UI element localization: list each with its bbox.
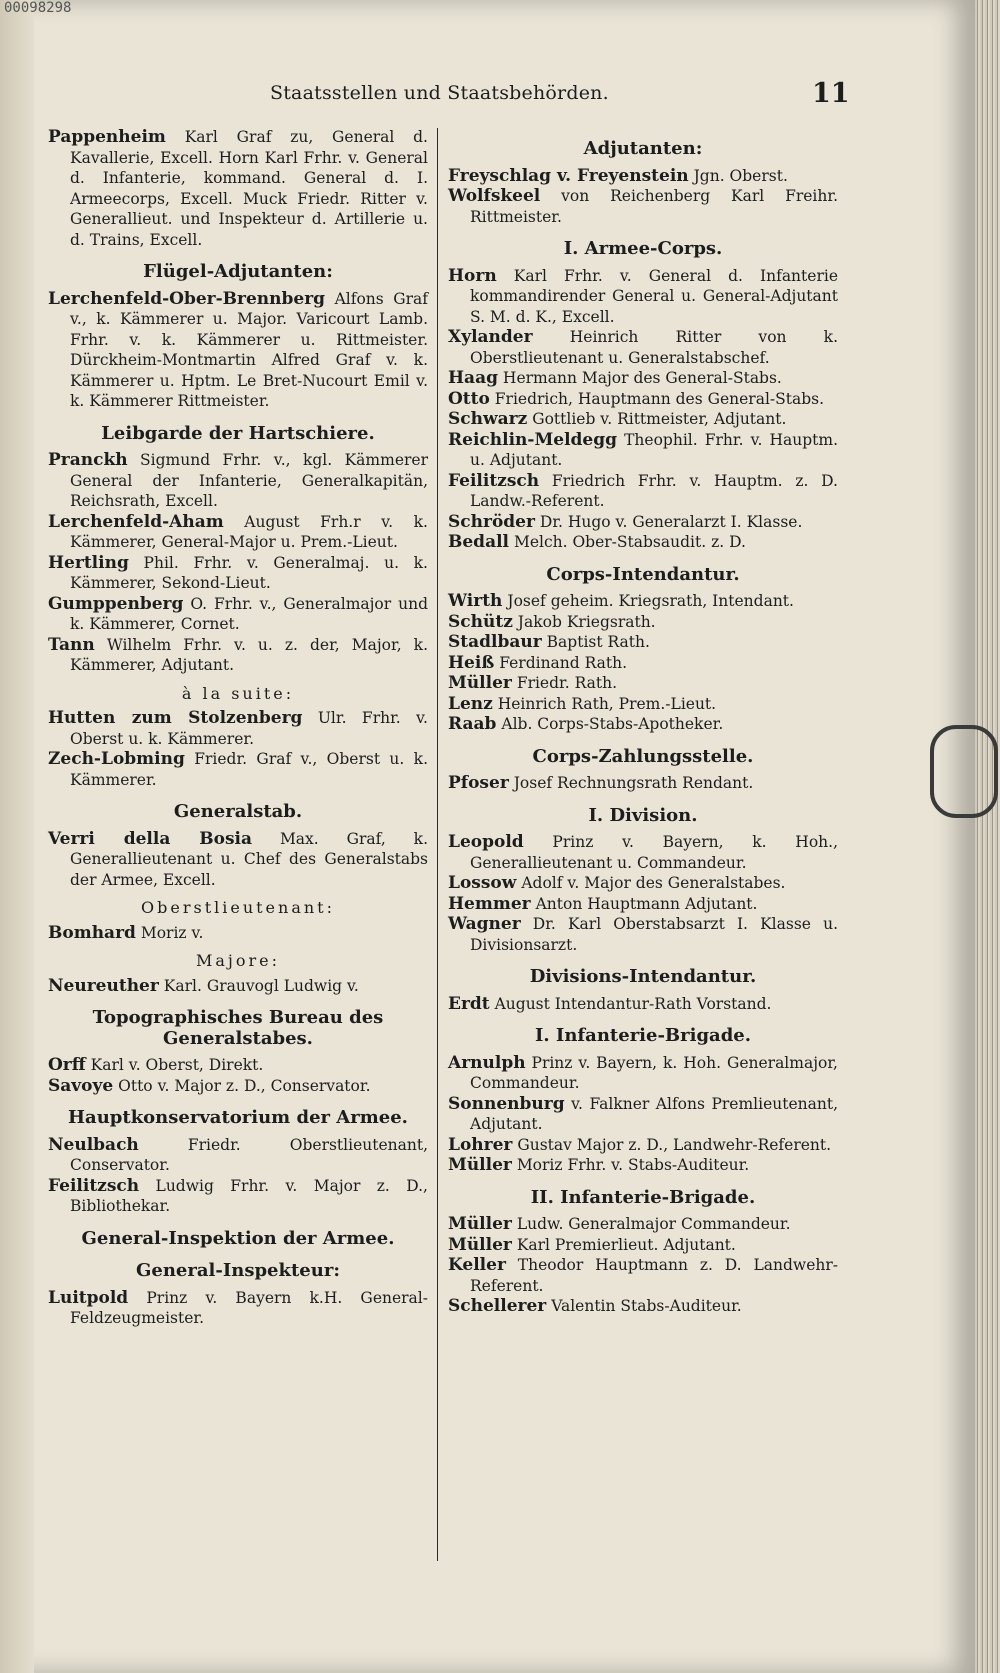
- directory-entry: [48, 450, 428, 512]
- entry-name: Pranckh: [48, 450, 128, 470]
- entry-name: Bomhard: [48, 922, 136, 943]
- entry-text: Heinrich Rath, Prem.-Lieut.: [497, 694, 717, 713]
- entry-name: Hutten zum Stolzenberg: [48, 708, 303, 728]
- entry-text: Moriz v.: [140, 923, 204, 942]
- section-heading: Topographisches Bureau des Generalstabes.: [92, 1007, 384, 1049]
- directory-entry: [448, 512, 838, 533]
- section-heading: Adjutanten:: [583, 138, 703, 159]
- section-heading: Corps-Intendantur.: [546, 563, 740, 585]
- entry-text: Karl Graf zu, General d. Kavallerie, Excell. Horn Karl Frhr. v. General d. Infanterie, kommand. General d. I. Armeecorps, Excell. Muck Friedr. Ritter v. Generallieut. und Inspekteur d. Artillerie u. d. Trains, Excell.: [70, 128, 428, 249]
- entry-text: Ulr. Frhr. v. Oberst u. k. Kämmerer.: [70, 709, 428, 748]
- entry-text: Sigmund Frhr. v., kgl. Kämmerer General der Infanterie, Generalkapitän, Reichsrath, Excell.: [70, 451, 428, 510]
- entry-name: Neulbach: [48, 1134, 139, 1155]
- entry-name: Xylander: [448, 327, 533, 347]
- adjacent-page-edge: [0, 0, 34, 1673]
- entry-name: Freyschlag v. Freyenstein: [448, 165, 689, 186]
- directory-entry: [48, 553, 428, 594]
- directory-entry: [448, 1155, 838, 1176]
- directory-entry: [448, 1053, 838, 1094]
- directory-entry: [448, 186, 838, 227]
- entry-text: Adolf v. Major des Generalstabes.: [521, 874, 786, 892]
- entry-name: Schröder: [448, 511, 535, 532]
- entry-text: Valentin Stabs-Auditeur.: [551, 1297, 742, 1315]
- entry-text: Ferdinand Rath.: [499, 653, 628, 672]
- entry-text: Josef Rechnungsrath Rendant.: [513, 774, 754, 792]
- entry-text: Ludw. Generalmajor Commandeur.: [516, 1215, 791, 1233]
- entry-text: Gustav Major z. D., Landwehr-Referent.: [517, 1135, 832, 1154]
- page-stack-edge: [975, 0, 1000, 1673]
- directory-entry: [448, 430, 838, 471]
- directory-entry: [48, 594, 428, 635]
- directory-entry: [48, 127, 428, 250]
- entry-text: Wilhelm Frhr. v. u. z. der, Major, k. Kämmerer, Adjutant.: [70, 635, 428, 674]
- entry-text: Otto v. Major z. D., Conservator.: [118, 1076, 371, 1095]
- entry-name: Müller: [448, 1214, 512, 1234]
- running-title: Staatsstellen und Staatsbehörden.: [270, 82, 609, 104]
- entry-name: Feilitzsch: [448, 470, 540, 491]
- binder-clip: [930, 725, 998, 818]
- entry-text: August Frh.r v. k. Kämmerer, General-Major u. Prem.-Lieut.: [70, 512, 428, 551]
- entry-text: Friedr. Oberstlieutenant, Conservator.: [70, 1135, 428, 1174]
- directory-entry: [448, 832, 838, 873]
- directory-entry: [48, 749, 428, 790]
- entry-name: Lohrer: [448, 1134, 513, 1155]
- directory-entry: [448, 1214, 838, 1235]
- entry-name: Pappenheim: [48, 127, 166, 147]
- entry-text: v. Falkner Alfons Premlieutenant, Adjutant.: [470, 1094, 838, 1133]
- entry-name: Gumppenberg: [48, 593, 184, 614]
- directory-entry: [48, 976, 428, 997]
- entry-text: Friedr. Graf v., Oberst u. k. Kämmerer.: [70, 750, 428, 789]
- section-heading: Hauptkonservatorium der Armee.: [68, 1107, 408, 1128]
- archive-stamp: 00098298: [4, 0, 72, 16]
- entry-text: Phil. Frhr. v. Generalmaj. u. k. Kämmerer, Sekond-Lieut.: [70, 553, 428, 592]
- entry-name: Sonnenburg: [448, 1093, 565, 1114]
- entry-text: Theophil. Frhr. v. Hauptm. u. Adjutant.: [470, 430, 838, 469]
- entry-name: Luitpold: [48, 1287, 129, 1308]
- section-heading: General-Inspektion der Armee.: [81, 1227, 395, 1249]
- directory-entry: [48, 289, 428, 412]
- directory-entry: [448, 994, 838, 1015]
- directory-entry: [448, 389, 838, 410]
- entry-text: Jgn. Oberst.: [693, 166, 788, 185]
- directory-entry: [448, 1296, 838, 1317]
- directory-entry: [48, 708, 428, 749]
- directory-entry: [48, 923, 428, 944]
- entry-text: Prinz v. Bayern, k. Hoh., Generallieutenant u. Commandeur.: [470, 833, 838, 872]
- section-heading: I. Infanterie-Brigade.: [534, 1025, 752, 1046]
- directory-entry: [448, 914, 838, 955]
- entry-name: Müller: [448, 1155, 512, 1175]
- directory-entry: [448, 612, 838, 633]
- directory-entry: [448, 673, 838, 694]
- entry-name: Erdt: [448, 993, 490, 1014]
- left-column: [48, 127, 428, 1329]
- entry-name: Lossow: [448, 873, 517, 893]
- directory-entry: [448, 532, 838, 553]
- entry-name: Schwarz: [448, 409, 528, 429]
- entry-name: Reichlin-Meldegg: [448, 429, 618, 450]
- entry-name: Arnulph: [448, 1052, 526, 1073]
- directory-entry: [48, 635, 428, 676]
- column-divider: [437, 128, 438, 1561]
- directory-entry: [48, 1055, 428, 1076]
- directory-entry: [48, 1135, 428, 1176]
- section-heading: Generalstab.: [173, 801, 303, 822]
- entry-text: Prinz v. Bayern, k. Hoh. Generalmajor, Commandeur.: [470, 1053, 838, 1092]
- entry-name: Haag: [448, 368, 498, 388]
- directory-entry: [448, 694, 838, 715]
- entry-text: Anton Hauptmann Adjutant.: [535, 894, 758, 913]
- entry-text: Gottlieb v. Rittmeister, Adjutant.: [532, 410, 787, 428]
- directory-entry: [48, 1176, 428, 1217]
- entry-name: Keller: [448, 1255, 506, 1275]
- entry-text: Friedr. Rath.: [516, 674, 617, 692]
- section-heading: II. Infanterie-Brigade.: [530, 1186, 756, 1208]
- directory-entry: [48, 1076, 428, 1097]
- entry-text: Theodor Hauptmann z. D. Landwehr-Referent.: [470, 1256, 838, 1295]
- subsection-heading: à la suite:: [181, 683, 295, 703]
- entry-text: Prinz v. Bayern k.H. General-Feldzeugmeister.: [70, 1288, 428, 1327]
- entry-name: Müller: [448, 673, 512, 693]
- page-number: 11: [812, 78, 850, 109]
- entry-name: Lerchenfeld-Aham: [48, 511, 224, 532]
- directory-entry: [448, 327, 838, 368]
- entry-name: Wagner: [448, 914, 521, 934]
- entry-text: Friedrich, Hauptmann des General-Stabs.: [494, 389, 825, 408]
- entry-name: Schellerer: [448, 1296, 547, 1316]
- entry-text: Moriz Frhr. v. Stabs-Auditeur.: [516, 1156, 750, 1174]
- directory-entry: [448, 409, 838, 430]
- entry-text: Karl v. Oberst, Direkt.: [90, 1056, 264, 1074]
- entry-text: Baptist Rath.: [546, 633, 650, 651]
- entry-name: Leopold: [448, 832, 524, 852]
- entry-text: Friedrich Frhr. v. Hauptm. z. D. Landw.-Referent.: [470, 471, 838, 510]
- directory-entry: [448, 266, 838, 328]
- entry-name: Müller: [448, 1234, 512, 1255]
- section-heading: I. Division.: [588, 804, 698, 826]
- directory-entry: [448, 894, 838, 915]
- entry-name: Heiß: [448, 652, 495, 673]
- section-heading: Leibgarde der Hartschiere.: [101, 422, 375, 444]
- entry-text: Alb. Corps-Stabs-Apotheker.: [501, 715, 724, 733]
- entry-text: Karl Frhr. v. General d. Infanterie kommandirender General u. General-Adjutant S. M. d. K., Excell.: [470, 266, 838, 326]
- subsection-heading: Oberstlieutenant:: [141, 898, 335, 917]
- entry-name: Wolfskeel: [448, 186, 541, 206]
- entry-text: Max. Graf, k. Generallieutenant u. Chef des Generalstabs der Armee, Excell.: [70, 829, 428, 889]
- section-heading: General-Inspekteur:: [136, 1260, 340, 1281]
- entry-text: Dr. Hugo v. Generalarzt I. Klasse.: [539, 512, 803, 531]
- directory-entry: [448, 1255, 838, 1296]
- directory-entry: [448, 166, 838, 187]
- entry-name: Otto: [448, 388, 490, 409]
- directory-entry: [448, 873, 838, 894]
- entry-text: Jakob Kriegsrath.: [517, 612, 656, 631]
- entry-text: Heinrich Ritter von k. Oberstlieutenant u. Generalstabschef.: [470, 328, 838, 367]
- entry-name: Wirth: [448, 591, 503, 611]
- directory-entry: [448, 632, 838, 653]
- entry-text: Hermann Major des General-Stabs.: [502, 369, 782, 387]
- entry-text: August Intendantur-Rath Vorstand.: [494, 994, 772, 1013]
- entry-name: Orff: [48, 1055, 86, 1075]
- entry-text: Karl Premierlieut. Adjutant.: [516, 1235, 736, 1254]
- entry-name: Lenz: [448, 693, 493, 714]
- entry-name: Hertling: [48, 552, 129, 573]
- entry-name: Tann: [48, 634, 95, 655]
- entry-text: Dr. Karl Oberstabsarzt I. Klasse u. Divisionsarzt.: [470, 915, 838, 954]
- directory-entry: [448, 1135, 838, 1156]
- entry-name: Feilitzsch: [48, 1175, 140, 1196]
- entry-name: Bedall: [448, 532, 510, 552]
- subsection-heading: Majore:: [195, 951, 281, 970]
- entry-name: Verri della Bosia: [48, 828, 253, 849]
- directory-entry: [448, 1235, 838, 1256]
- entry-name: Savoye: [48, 1075, 114, 1096]
- directory-entry: [48, 1288, 428, 1329]
- entry-text: Karl. Grauvogl Ludwig v.: [163, 976, 359, 995]
- entry-text: Melch. Ober-Stabsaudit. z. D.: [513, 533, 746, 551]
- entry-text: Alfons Graf v., k. Kämmerer u. Major. Varicourt Lamb. Frhr. v. k. Kämmerer u. Rittmeister. Dürckheim-Montmartin Alfred Graf v. k. Kämmerer u. Hptm. Le Bret-Nucourt Emil v. k. Kämmerer Rittmeister.: [70, 289, 428, 410]
- entry-name: Neureuther: [48, 975, 159, 996]
- directory-entry: [48, 829, 428, 891]
- directory-entry: [448, 591, 838, 612]
- entry-text: O. Frhr. v., Generalmajor und k. Kämmerer, Cornet.: [70, 594, 428, 633]
- entry-name: Stadlbaur: [448, 632, 542, 652]
- directory-entry: [448, 471, 838, 512]
- entry-name: Schütz: [448, 611, 513, 632]
- entry-name: Zech-Lobming: [48, 749, 185, 769]
- section-heading: Flügel-Adjutanten:: [143, 261, 333, 282]
- directory-entry: [448, 653, 838, 674]
- directory-entry: [448, 773, 838, 794]
- right-column: [448, 127, 838, 1317]
- entry-text: Josef geheim. Kriegsrath, Intendant.: [507, 592, 794, 610]
- entry-name: Hemmer: [448, 893, 531, 914]
- section-heading: I. Armee-Corps.: [563, 238, 723, 259]
- entry-text: von Reichenberg Karl Freihr. Rittmeister.: [470, 187, 838, 226]
- entry-name: Horn: [448, 265, 497, 286]
- directory-entry: [48, 512, 428, 553]
- directory-entry: [448, 714, 838, 735]
- entry-name: Lerchenfeld-Ober-Brennberg: [48, 288, 326, 309]
- directory-entry: [448, 1094, 838, 1135]
- directory-entry: [448, 368, 838, 389]
- section-heading: Divisions-Intendantur.: [529, 966, 757, 987]
- entry-name: Pfoser: [448, 773, 509, 793]
- entry-text: Ludwig Frhr. v. Major z. D., Bibliothekar.: [70, 1176, 428, 1215]
- section-heading: Corps-Zahlungsstelle.: [532, 745, 754, 767]
- entry-name: Raab: [448, 714, 497, 734]
